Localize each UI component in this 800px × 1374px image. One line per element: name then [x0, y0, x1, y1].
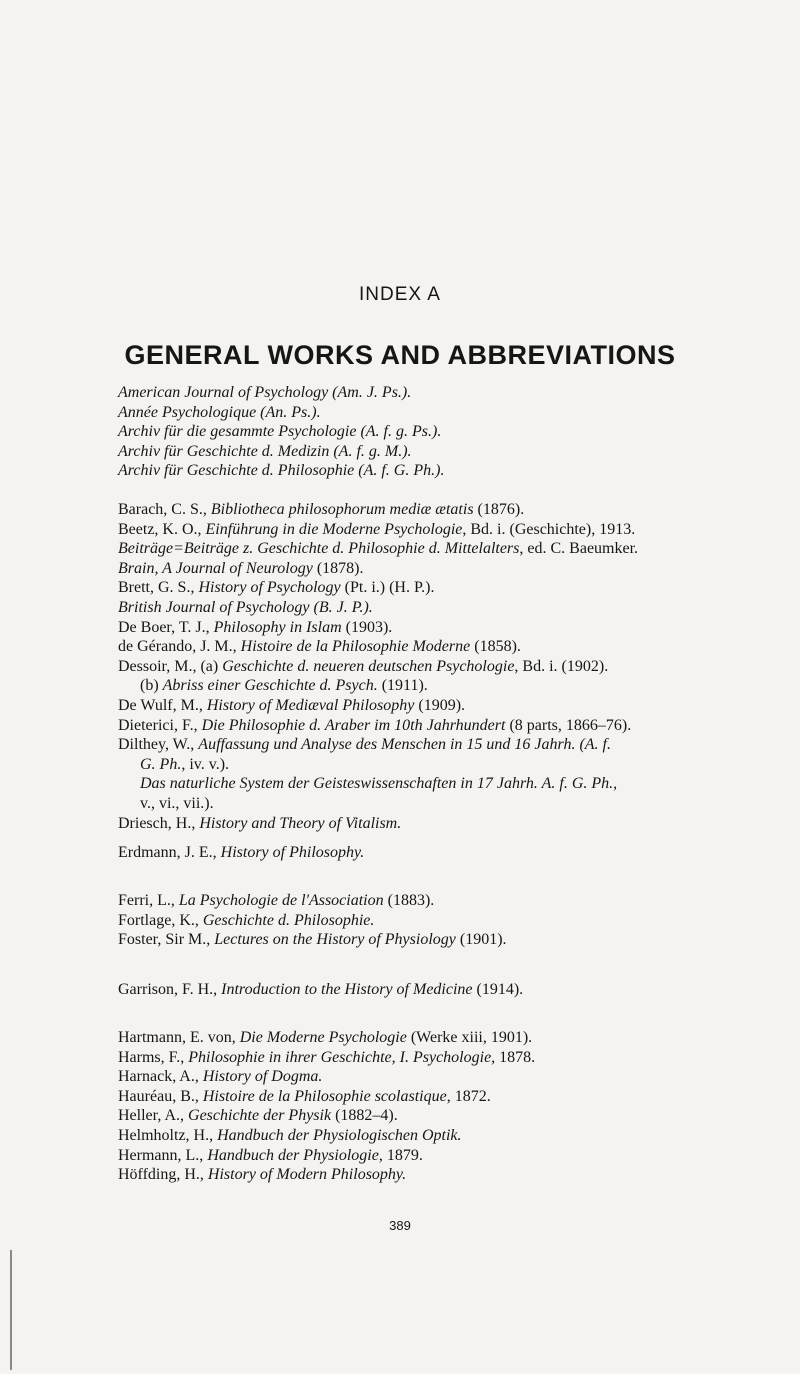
bibliography-entry-continued: (b) Abriss einer Geschichte d. Psych. (1911).	[140, 677, 428, 695]
bibliography-entry: Hermann, L., Handbuch der Physiologie, 1879.	[118, 1146, 423, 1164]
journal-entry: Année Psychologique (An. Ps.).	[118, 403, 321, 421]
bibliography-entry: Helmholtz, H., Handbuch der Physiologischen Optik.	[118, 1126, 462, 1144]
journal-entry: Archiv für Geschichte d. Philosophie (A. f. G. Ph.).	[118, 462, 445, 480]
bibliography-entry: Harms, F., Philosophie in ihrer Geschichte, I. Psychologie, 1878.	[118, 1048, 536, 1066]
bibliography-entry: Hauréau, B., Histoire de la Philosophie scolastique, 1872.	[118, 1087, 491, 1105]
entries-h	[118, 1028, 798, 1185]
bibliography-entry: Beiträge=Beiträge z. Geschichte d. Philosophie d. Mittelalters, ed. C. Baeumker.	[118, 540, 639, 558]
bibliography-entry: De Wulf, M., History of Mediæval Philosophy (1909).	[118, 696, 466, 714]
bibliography-entry: Harnack, A., History of Dogma.	[118, 1068, 323, 1086]
bibliography-entry: Dessoir, M., (a) Geschichte d. neueren deutschen Psychologie, Bd. i. (1902).	[118, 657, 609, 675]
journal-entry: American Journal of Psychology (Am. J. Ps.).	[118, 384, 412, 401]
bibliography-entry: Dieterici, F., Die Philosophie d. Araber im 10th Jahrhundert (8 parts, 1866–76).	[118, 716, 632, 734]
bibliography-entry: Höffding, H., History of Modern Philosophy.	[118, 1166, 407, 1184]
page-number: 389	[389, 1218, 411, 1233]
bibliography-entry: Foster, Sir M., Lectures on the History of Physiology (1901).	[118, 931, 507, 949]
bibliography-entry-continued: Das naturliche System der Geisteswissenschaften in 17 Jahrh. A. f. G. Ph.,	[140, 775, 618, 793]
journals-list	[118, 383, 798, 481]
entries-f	[118, 891, 798, 950]
bibliography-entry: Driesch, H., History and Theory of Vitalism.	[118, 814, 402, 832]
index-header: INDEX A	[359, 284, 441, 305]
entries-e	[118, 843, 798, 863]
bibliography-entry: Hartmann, E. von, Die Moderne Psychologie (Werke xiii, 1901).	[118, 1029, 533, 1046]
entries-g	[118, 980, 798, 1000]
bibliography-entry: de Gérando, J. M., Histoire de la Philosophie Moderne (1858).	[118, 638, 521, 656]
bibliography-entry: Barach, C. S., Bibliotheca philosophorum mediæ ætatis (1876).	[118, 501, 525, 518]
entries-b-d	[118, 500, 798, 833]
bibliography-entry-continued: v., vi., vii.).	[140, 794, 214, 812]
bibliography-entry: Dilthey, W., Auffassung und Analyse des Menschen in 15 und 16 Jahrh. (A. f.	[118, 736, 611, 754]
bibliography-entry: Garrison, F. H., Introduction to the History of Medicine (1914).	[118, 981, 524, 998]
journal-entry: Archiv für Geschichte d. Medizin (A. f. g. M.).	[118, 442, 412, 460]
bibliography-entry: British Journal of Psychology (B. J. P.).	[118, 598, 373, 616]
bibliography-entry: Brain, A Journal of Neurology (1878).	[118, 559, 364, 577]
bibliography-entry-continued: G. Ph., iv. v.).	[140, 755, 230, 773]
journal-entry: Archiv für die gesammte Psychologie (A. f. g. Ps.).	[118, 423, 442, 441]
bibliography-entry: Brett, G. S., History of Psychology (Pt. i.) (H. P.).	[118, 579, 435, 597]
bibliography-entry: Heller, A., Geschichte der Physik (1882–4).	[118, 1107, 398, 1125]
bibliography-entry: Erdmann, J. E., History of Philosophy.	[118, 844, 365, 861]
bibliography-entry: De Boer, T. J., Philosophy in Islam (1903).	[118, 618, 393, 636]
bibliography-entry: Ferri, L., La Psychologie de l'Association (1883).	[118, 892, 435, 909]
page-title: GENERAL WORKS AND ABBREVIATIONS	[124, 340, 676, 370]
bibliography-entry: Beetz, K. O., Einführung in die Moderne Psychologie, Bd. i. (Geschichte), 1913.	[118, 520, 636, 538]
bibliography-entry: Fortlage, K., Geschichte d. Philosophie.	[118, 911, 375, 929]
page-edge-shadow	[10, 1250, 12, 1370]
